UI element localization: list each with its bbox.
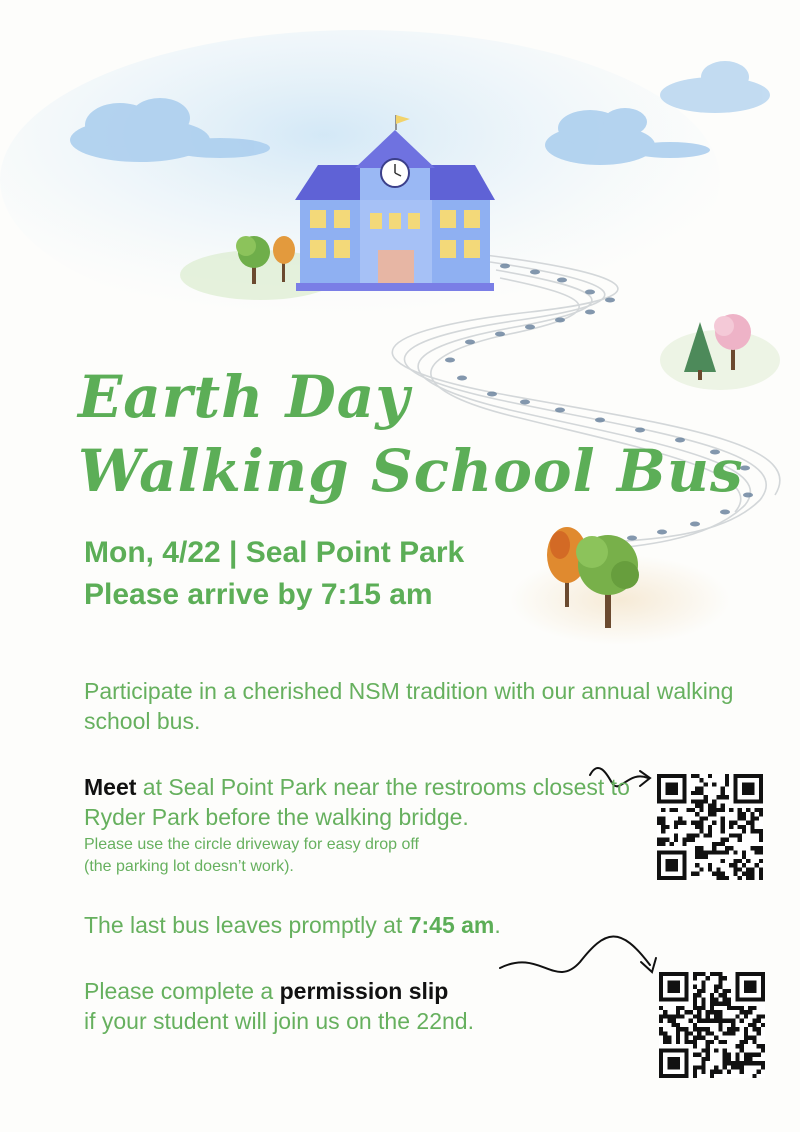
title-line-2: Walking School Bus (78, 437, 744, 505)
intro-paragraph: Participate in a cherished NSM tradition with our annual walking school bus. (84, 678, 734, 734)
meet-note (84, 834, 664, 878)
permission-text: Please complete a (84, 978, 280, 1004)
arrow-icon (500, 936, 656, 972)
event-details (84, 532, 464, 616)
event-title (78, 360, 744, 508)
qr-code-icon[interactable] (657, 774, 763, 880)
permission-slip-link[interactable]: permission slip (279, 978, 449, 1004)
arrival-time: Please arrive by 7:15 am (84, 578, 433, 611)
last-bus-paragraph (84, 910, 501, 940)
cloud-icon (660, 61, 770, 113)
title-line-1: Earth Day (78, 363, 411, 431)
meet-label: Meet (84, 774, 137, 800)
last-bus-end: . (494, 912, 501, 938)
last-bus-time: 7:45 am (408, 912, 495, 938)
meet-note-line-2: (the parking lot doesn’t work). (84, 858, 294, 875)
meet-note-line-1: Please use the circle driveway for easy drop off (84, 836, 419, 853)
last-bus-text: The last bus leaves promptly at (84, 912, 409, 938)
permission-paragraph (84, 976, 474, 1036)
qr-code-icon[interactable] (659, 972, 765, 1078)
date-location: Mon, 4/22 | Seal Point Park (84, 536, 465, 569)
meet-paragraph (84, 772, 664, 878)
permission-line-2: if your student will join us on the 22nd. (84, 1008, 474, 1034)
meet-text: at Seal Point Park near the restrooms closest to Ryder Park before the walking bridge. (84, 774, 630, 830)
